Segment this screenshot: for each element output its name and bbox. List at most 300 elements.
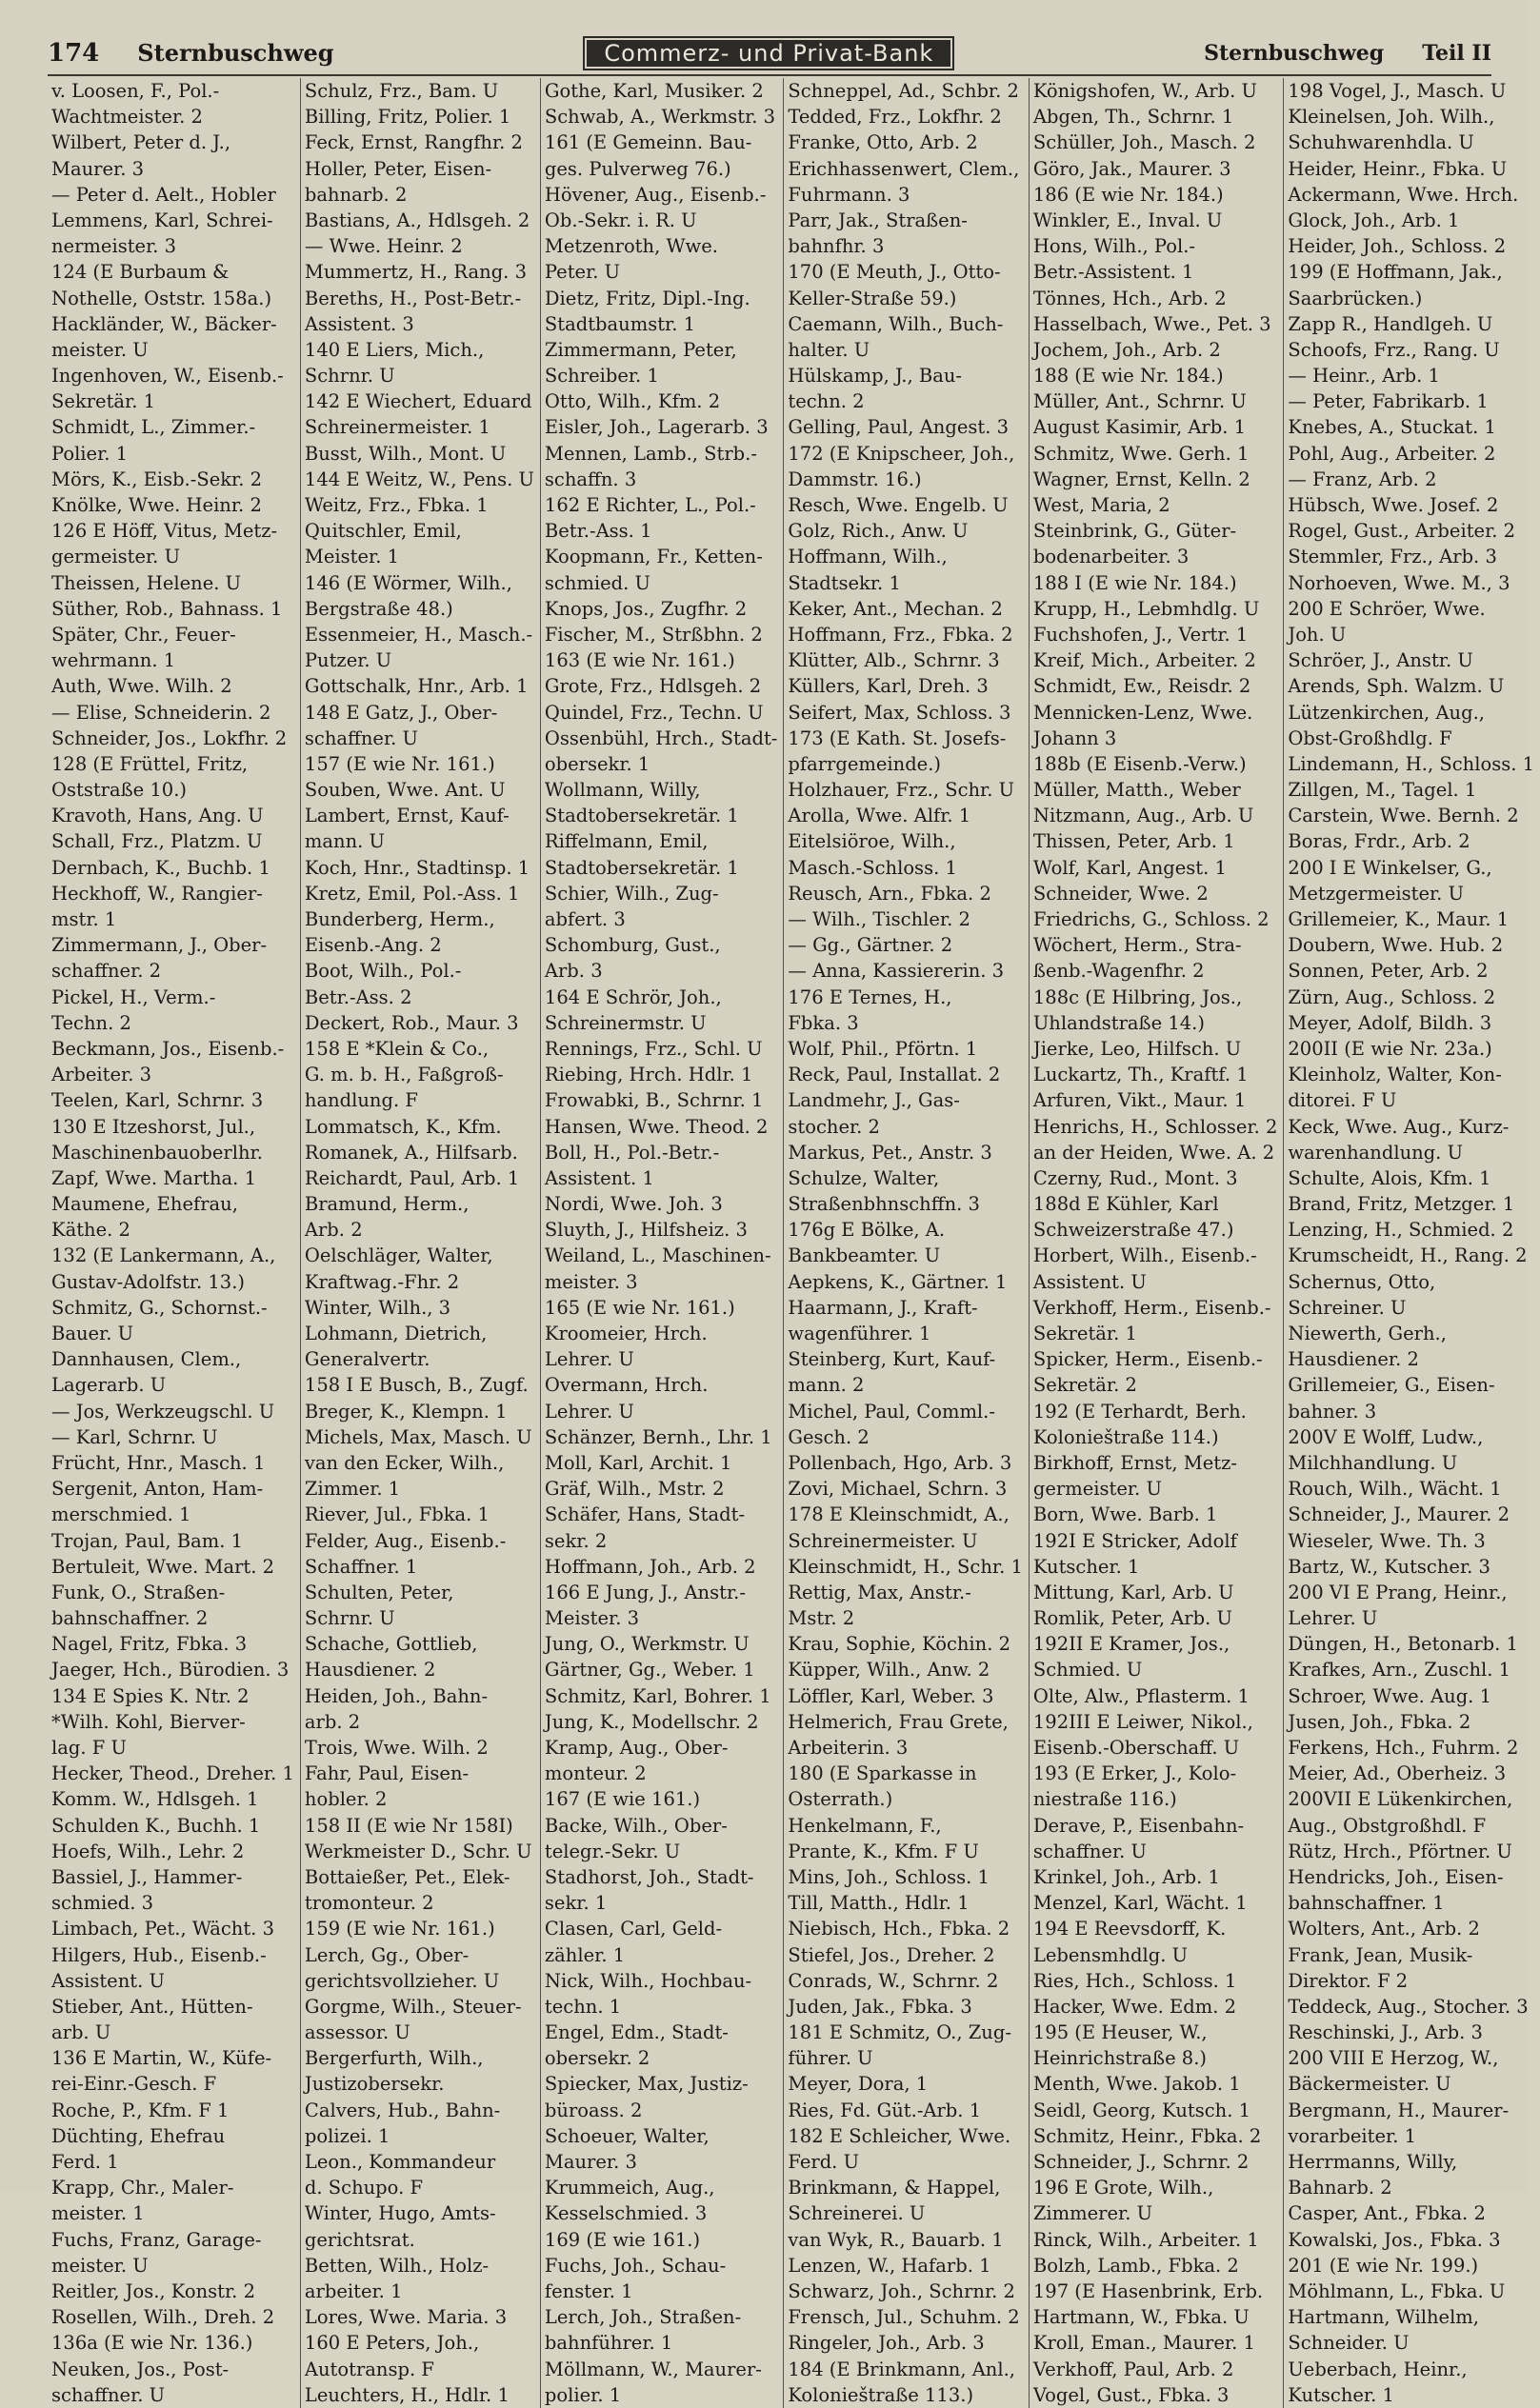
directory-entry-line: Michels, Max, Masch. U <box>304 1425 532 1448</box>
directory-entry-line: Knops, Jos., Zugfhr. 2 <box>544 597 748 620</box>
directory-entry-line: 200II (E wie Nr. 23a.) <box>1288 1037 1492 1060</box>
directory-entry-line: Till, Matth., Hdlr. 1 <box>788 1892 970 1915</box>
directory-entry-line: Seifert, Max, Schloss. 3 <box>788 701 1011 724</box>
directory-entry-line: Tedded, Frz., Lokfhr. 2 <box>788 106 1002 129</box>
directory-entry-line: — Franz, Arb. 2 <box>1288 468 1437 490</box>
directory-entry-line: d. Schupo. F <box>304 2177 423 2199</box>
directory-entry-line: Jung, O., Werkmstr. U <box>544 1633 750 1656</box>
directory-entry-line: Gottschalk, Hnr., Arb. 1 <box>304 675 529 698</box>
directory-entry-line: Eisenb.-Oberschaff. U <box>1032 1737 1240 1759</box>
directory-entry-line: Saarbrücken.) <box>1288 287 1423 309</box>
directory-entry-line: Später, Chr., Feuer- <box>51 623 236 646</box>
directory-entry-line: Grillemeier, G., Eisen- <box>1288 1374 1495 1397</box>
directory-entry-line: schaffner. 2 <box>51 960 162 983</box>
directory-entry-line: Masch.-Schloss. 1 <box>788 856 957 879</box>
directory-entry-line: Clasen, Carl, Geld- <box>544 1918 723 1940</box>
directory-entry-line: Hartmann, Wilhelm, <box>1288 2306 1479 2329</box>
directory-entry-line: Reschinski, J., Arb. 3 <box>1288 2021 1483 2044</box>
directory-entry-line: bahnführer. 1 <box>544 2332 673 2355</box>
directory-entry-line: 186 (E wie Nr. 184.) <box>1032 183 1224 206</box>
directory-entry-line: Deckert, Rob., Maur. 3 <box>304 1011 519 1034</box>
directory-entry-line: 140 E Liers, Mich., <box>304 338 485 361</box>
directory-entry-line: Schmitz, Wwe. Gerh. 1 <box>1032 442 1250 465</box>
directory-entry-line: Resch, Wwe. Engelb. U <box>788 494 1009 516</box>
directory-entry-line: Schaffner. 1 <box>304 1555 418 1578</box>
directory-entry-line: Krapp, Chr., Maler- <box>51 2177 234 2199</box>
directory-entry-line: gerichtsrat. <box>304 2228 415 2251</box>
directory-entry-line: Gustav-Adolfstr. 13.) <box>51 1270 246 1293</box>
directory-entry-line: Trojan, Paul, Bam. 1 <box>51 1529 244 1552</box>
directory-entry-line: Brand, Fritz, Metzger. 1 <box>1288 1193 1515 1216</box>
directory-entry-line: ßenb.-Wagenfhr. 2 <box>1032 960 1205 983</box>
directory-entry-line: Hons, Wilh., Pol.- <box>1032 235 1196 258</box>
directory-entry-line: mann. U <box>304 830 385 853</box>
directory-entry-line: Frank, Jean, Musik- <box>1288 1943 1473 1966</box>
directory-entry-line: Norhoeven, Wwe. M., 3 <box>1288 571 1510 594</box>
directory-entry-line: Oelschläger, Walter, <box>304 1244 493 1267</box>
directory-entry-line: meister. 1 <box>51 2202 145 2225</box>
directory-entry-line: Techn. 2 <box>51 1011 131 1034</box>
directory-entry-line: Kutscher. 1 <box>1288 2383 1394 2406</box>
header-left <box>48 39 334 68</box>
directory-entry-line: monteur. 2 <box>544 1762 647 1785</box>
directory-entry-line: Lemmens, Karl, Schrei- <box>51 209 273 231</box>
directory-entry-line: 172 (E Knipscheer, Joh., <box>788 442 1015 465</box>
directory-entry-line: 180 (E Sparkasse in <box>788 1762 977 1785</box>
directory-entry-line: Lores, Wwe. Maria. 3 <box>304 2306 508 2329</box>
directory-entry-line: Romanek, A., Hilfsarb. <box>304 1141 518 1164</box>
directory-entry-line: bahner. 3 <box>1288 1400 1377 1423</box>
directory-entry-line: Sekretär. 2 <box>1032 1374 1137 1397</box>
directory-entry-line: 200 E Schröer, Wwe. <box>1288 597 1486 620</box>
directory-entry-line: Dammstr. 16.) <box>788 468 922 490</box>
directory-entry-line: 163 (E wie Nr. 161.) <box>544 649 735 672</box>
directory-entry-line: 169 (E wie 161.) <box>544 2228 701 2251</box>
directory-entry-line: Busst, Wilh., Mont. U <box>304 442 507 465</box>
directory-entry-line: — Peter, Fabrikarb. 1 <box>1288 390 1489 413</box>
directory-entry-line: Zapf, Wwe. Martha. 1 <box>51 1166 256 1189</box>
directory-entry-line: Bergerfurth, Wilh., <box>304 2047 484 2070</box>
directory-entry-line: Jusen, Joh., Fbka. 2 <box>1288 1710 1471 1733</box>
header-rule <box>48 74 1491 76</box>
directory-entry-line: — Peter d. Aelt., Hobler <box>51 183 276 206</box>
directory-entry-line: Overmann, Hrch. <box>544 1374 709 1397</box>
directory-entry-line: Weitz, Frz., Fbka. 1 <box>304 494 489 516</box>
directory-entry-line: arbeiter. 1 <box>304 2279 403 2302</box>
directory-entry-line: Düngen, H., Betonarb. 1 <box>1288 1633 1518 1656</box>
directory-entry-line: Boot, Wilh., Pol.- <box>304 960 462 983</box>
directory-entry-line: Eitelsiöroe, Wilh., <box>788 830 956 853</box>
directory-entry-line: Vogel, Gust., Fbka. 3 <box>1032 2383 1230 2406</box>
directory-entry-line: Billing, Fritz, Polier. 1 <box>304 106 511 129</box>
directory-entry-line: Thissen, Peter, Arb. 1 <box>1032 830 1235 853</box>
directory-entry-line: 158 II (E wie Nr 158I) <box>304 1814 513 1837</box>
directory-entry-line: Bertuleit, Wwe. Mart. 2 <box>51 1555 275 1578</box>
directory-entry-line: Fuhrmann. 3 <box>788 183 910 206</box>
directory-entry-line: Reck, Paul, Installat. 2 <box>788 1064 1001 1086</box>
directory-entry-line: Frücht, Hnr., Masch. 1 <box>51 1451 266 1474</box>
directory-entry-line: Putzer. U <box>304 649 392 672</box>
directory-entry-line: mann. 2 <box>788 1374 865 1397</box>
directory-entry-line: Breger, K., Klempn. 1 <box>304 1400 508 1423</box>
directory-entry-line: Mummertz, H., Rang. 3 <box>304 261 527 284</box>
directory-entry-line: Mins, Joh., Schloss. 1 <box>788 1865 990 1888</box>
directory-entry-line: Steinbrink, G., Güter- <box>1032 520 1237 543</box>
directory-entry-line: Gelling, Paul, Angest. 3 <box>788 416 1010 439</box>
directory-entry-line: Fahr, Paul, Eisen- <box>304 1762 470 1785</box>
directory-entry-line: Ries, Hch., Schloss. 1 <box>1032 1969 1237 1992</box>
directory-entry-line: Keck, Wwe. Aug., Kurz- <box>1288 1115 1510 1138</box>
directory-entry-line: Milchhandlung. U <box>1288 1451 1458 1474</box>
directory-entry-line: 167 (E wie 161.) <box>544 1788 701 1811</box>
directory-entry-line: Heider, Heinr., Fbka. U <box>1288 157 1508 180</box>
directory-entry-line: Ackermann, Wwe. Hrch. <box>1288 183 1519 206</box>
directory-entry-line: Zovi, Michael, Schrn. 3 <box>788 1478 1008 1501</box>
directory-entry-line: 128 (E Früttel, Fritz, <box>51 752 249 775</box>
directory-entry-line: Keller-Straße 59.) <box>788 287 957 309</box>
directory-entry-line: Spicker, Herm., Eisenb.- <box>1032 1348 1263 1371</box>
directory-entry-line: Kretz, Emil, Pol.-Ass. 1 <box>304 882 520 905</box>
directory-entry-line: August Kasimir, Arb. 1 <box>1032 416 1247 439</box>
directory-entry-line: obersekr. 2 <box>544 2047 650 2070</box>
directory-entry-line: 136 E Martin, W., Küfe- <box>51 2047 272 2070</box>
directory-entry-line: abfert. 3 <box>544 908 626 930</box>
street-title-left: Sternbuschweg <box>137 39 334 67</box>
directory-entry-line: Sekretär. 1 <box>1032 1323 1137 1344</box>
directory-entry-line: Nitzmann, Aug., Arb. U <box>1032 805 1254 827</box>
directory-entry-line: Schreiner. U <box>1288 1296 1407 1319</box>
directory-entry-line: Kesselschmied. 3 <box>544 2202 708 2225</box>
directory-entry-line: Wolf, Phil., Pförtn. 1 <box>788 1037 978 1060</box>
directory-entry-line: Hackländer, W., Bäcker- <box>51 312 277 335</box>
directory-entry-line: 160 E Peters, Joh., <box>304 2332 480 2355</box>
directory-entry-line: Fischer, M., Strßbhn. 2 <box>544 623 763 646</box>
directory-entry-line: Ferd. U <box>788 2151 860 2173</box>
directory-entry-line: Leuchters, H., Hdlr. 1 <box>304 2383 510 2406</box>
directory-entry-line: Küpper, Wilh., Anw. 2 <box>788 1659 990 1682</box>
directory-entry-line: Lehrer. U <box>544 1348 634 1371</box>
directory-entry-line: Schier, Wilh., Zug- <box>544 882 719 905</box>
directory-entry-line: Assistent. 1 <box>544 1166 654 1189</box>
directory-entry-line: 157 (E wie Nr. 161.) <box>304 752 495 775</box>
directory-entry-line: Möhlmann, L., Fbka. U <box>1288 2279 1506 2302</box>
directory-entry-line: Aug., Obstgroßhdl. F <box>1288 1814 1487 1837</box>
directory-entry-line: Helmerich, Frau Grete, <box>788 1710 1009 1733</box>
directory-entry-line: Arbeiterin. 3 <box>788 1737 909 1759</box>
directory-entry-line: 146 (E Wörmer, Wilh., <box>304 571 512 594</box>
directory-entry-line: Teddeck, Aug., Stocher. 3 <box>1288 1995 1529 2018</box>
directory-entry-line: Meyer, Adolf, Bildh. 3 <box>1288 1011 1492 1034</box>
directory-entry-line: Bauer. U <box>51 1323 134 1344</box>
directory-entry-line: Dernbach, K., Buchb. 1 <box>51 856 270 879</box>
directory-entry-line: Hoffmann, Joh., Arb. 2 <box>544 1555 756 1578</box>
directory-entry-line: Theissen, Helene. U <box>51 571 242 594</box>
directory-entry-line: Prante, K., Kfm. F U <box>788 1840 979 1862</box>
directory-entry-line: Kleinelsen, Joh. Wilh., <box>1288 106 1495 129</box>
directory-entry-line: Schrnr. U <box>304 365 395 388</box>
directory-entry-line: Bankbeamter. U <box>788 1244 941 1267</box>
directory-entry-line: Luckartz, Th., Kraftf. 1 <box>1032 1064 1249 1086</box>
directory-entry-line: 161 (E Gemeinn. Bau- <box>544 131 752 154</box>
directory-entry-line: Göro, Jak., Maurer. 3 <box>1032 157 1231 180</box>
directory-entry-line: Schreiber. 1 <box>544 365 659 388</box>
directory-entry-line: hobler. 2 <box>304 1788 388 1811</box>
directory-entry-line: Hecker, Theod., Dreher. 1 <box>51 1762 294 1785</box>
directory-entry-line: 148 E Gatz, J., Ober- <box>304 701 498 724</box>
directory-entry-line: Holler, Peter, Eisen- <box>304 157 492 180</box>
directory-entry-line: Henrichs, H., Schlosser. 2 <box>1032 1115 1278 1138</box>
directory-entry-line: — Jos, Werkzeugschl. U <box>51 1400 275 1423</box>
directory-entry-line: Arfuren, Vikt., Maur. 1 <box>1032 1089 1247 1112</box>
directory-entry-line: 188d E Kühler, Karl <box>1032 1193 1219 1216</box>
directory-entry-line: Düchting, Ehefrau <box>51 2124 226 2147</box>
directory-entry-line: 136a (E wie Nr. 136.) <box>51 2332 253 2355</box>
directory-entry-line: nermeister. 3 <box>51 235 177 258</box>
directory-entry-line: Fuchshofen, J., Vertr. 1 <box>1032 623 1249 646</box>
directory-entry-line: techn. 2 <box>788 390 865 413</box>
directory-entry-line: Autotransp. F <box>304 2358 434 2380</box>
directory-entry-line: Wieseler, Wwe. Th. 3 <box>1288 1529 1486 1552</box>
directory-entry-line: 184 (E Brinkmann, Anl., <box>788 2358 1016 2380</box>
directory-entry-line: 192II E Kramer, Jos., <box>1032 1633 1230 1656</box>
directory-entry-line: Assistent. 3 <box>304 312 414 335</box>
directory-entry-line: Schache, Gottlieb, <box>304 1633 478 1656</box>
directory-entry-line: Parr, Jak., Straßen- <box>788 209 968 231</box>
directory-entry-line: fenster. 1 <box>544 2279 633 2302</box>
directory-entry-line: mstr. 1 <box>51 908 117 930</box>
street-title-right: Sternbuschweg <box>1204 41 1385 66</box>
directory-entry-line: Stadtobersekretär. 1 <box>544 856 739 879</box>
directory-entry-line: meister. U <box>51 2254 149 2277</box>
directory-entry-line: Olte, Alw., Pflasterm. 1 <box>1032 1684 1250 1707</box>
directory-entry-line: Heckhoff, W., Rangier- <box>51 882 263 905</box>
directory-entry-line: — Karl, Schrnr. U <box>51 1425 218 1448</box>
directory-entry-line: schaffner. U <box>304 726 418 749</box>
directory-entry-line: germeister. U <box>51 546 181 568</box>
directory-entry-line: Doubern, Wwe. Hub. 2 <box>1288 934 1504 957</box>
directory-entry-line: 126 E Höff, Vitus, Metz- <box>51 520 278 543</box>
directory-entry-line: Haarmann, J., Kraft- <box>788 1296 978 1319</box>
directory-entry-line: Komm. W., Hdlsgeh. 1 <box>51 1788 259 1811</box>
directory-entry-line: 201 (E wie Nr. 199.) <box>1288 2254 1479 2277</box>
directory-entry-line: Bunderberg, Herm., <box>304 908 495 930</box>
directory-entry-line: Lommatsch, K., Kfm. <box>304 1115 502 1138</box>
directory-entry-line: 200V E Wolff, Ludw., <box>1288 1425 1484 1448</box>
directory-entry-line: Spiecker, Max, Justiz- <box>544 2073 749 2096</box>
directory-entry-line: van den Ecker, Wilh., <box>304 1451 505 1474</box>
directory-entry-line: Wöchert, Herm., Stra- <box>1032 934 1242 957</box>
directory-entry-line: Mittung, Karl, Arb. U <box>1032 1581 1234 1603</box>
directory-entry-line: Golz, Rich., Anw. U <box>788 520 969 543</box>
directory-entry-line: 200 VIII E Herzog, W., <box>1288 2047 1499 2070</box>
directory-entry-line: G. m. b. H., Faßgroß- <box>304 1064 504 1086</box>
directory-entry-line: Meister. 3 <box>544 1607 640 1630</box>
directory-entry-line: Wollmann, Willy, <box>544 779 701 802</box>
directory-entry-line: Beckmann, Jos., Eisenb.- <box>51 1037 285 1060</box>
directory-entry-line: Krumscheidt, H., Rang. 2 <box>1288 1244 1528 1267</box>
directory-entry-line: Heider, Joh., Schloss. 2 <box>1288 235 1507 258</box>
directory-entry-line: Ingenhoven, W., Eisenb.- <box>51 365 284 388</box>
directory-entry-line: Rogel, Gust., Arbeiter. 2 <box>1288 520 1516 543</box>
directory-entry-line: Assistent. U <box>1032 1270 1147 1293</box>
directory-entry-line: bahnarb. 2 <box>304 183 408 206</box>
directory-entry-line: Pickel, H., Verm.- <box>51 985 216 1008</box>
directory-entry-line: Zimmermann, Peter, <box>544 338 737 361</box>
directory-entry-line: Lerch, Joh., Straßen- <box>544 2306 742 2329</box>
directory-entry-line: pfarrgemeinde.) <box>788 752 942 775</box>
directory-entry-line: Menth, Wwe. Jakob. 1 <box>1032 2073 1241 2096</box>
directory-entry-line: 176 E Ternes, H., <box>788 985 952 1008</box>
directory-entry-line: Joh. U <box>1288 623 1347 646</box>
directory-entry-line: Lehrer. U <box>1288 1607 1378 1630</box>
directory-entry-line: Lebensmhdlg. U <box>1032 1943 1189 1966</box>
directory-entry-line: Jierke, Leo, Hilfsch. U <box>1032 1037 1242 1060</box>
directory-entry-line: Reitler, Jos., Konstr. 2 <box>51 2279 255 2302</box>
directory-entry-line: Bäckermeister. U <box>1288 2073 1451 2096</box>
directory-entry-line: arb. 2 <box>304 1710 361 1733</box>
directory-entry-line: assessor. U <box>304 2021 410 2044</box>
directory-entry-line: Schäfer, Hans, Stadt- <box>544 1503 746 1526</box>
directory-entry-line: Stadtsekr. 1 <box>788 571 901 594</box>
directory-entry-line: 176g E Bölke, A. <box>788 1219 946 1242</box>
directory-entry-line: Gärtner, Gg., Weber. 1 <box>544 1659 755 1682</box>
directory-entry-line: 188c (E Hilbring, Jos., <box>1032 985 1243 1008</box>
directory-entry-line: arb. U <box>51 2021 111 2044</box>
directory-entry-line: Schulz, Frz., Bam. U <box>304 80 499 102</box>
directory-entry-line: 132 (E Lankermann, A., <box>51 1244 276 1267</box>
directory-entry-line: Lützenkirchen, Aug., <box>1288 701 1485 724</box>
directory-entry-line: Derave, P., Eisenbahn- <box>1032 1814 1245 1837</box>
directory-entry-line: Sergenit, Anton, Ham- <box>51 1478 264 1501</box>
directory-entry-line: Zürn, Aug., Schloss. 2 <box>1288 985 1496 1008</box>
directory-entry-line: Essenmeier, H., Masch.- <box>304 623 533 646</box>
directory-entry-line: warenhandlung. U <box>1288 1141 1464 1164</box>
header-right <box>1204 41 1491 66</box>
directory-entry-line: Schuhwarenhdla. U <box>1288 131 1474 154</box>
directory-entry-line: 188b (E Eisenb.-Verw.) <box>1032 752 1247 775</box>
directory-entry-line: Pohl, Aug., Arbeiter. 2 <box>1288 442 1496 465</box>
directory-entry-line: Holzhauer, Frz., Schr. U <box>788 779 1015 802</box>
directory-entry-line: Schneider. U <box>1288 2332 1410 2355</box>
directory-entry-line: Zimmerer. U <box>1032 2202 1153 2225</box>
directory-entry-line: Boll, H., Pol.-Betr.- <box>544 1141 720 1164</box>
directory-entry-line: Lenzen, W., Hafarb. 1 <box>788 2254 991 2277</box>
directory-entry-line: Schulze, Walter, <box>788 1166 940 1189</box>
directory-entry-line: polizei. 1 <box>304 2124 390 2147</box>
directory-entry-line: Hoefs, Wilh., Lehr. 2 <box>51 1840 245 1862</box>
directory-entry-line: 130 E Itzeshorst, Jul., <box>51 1115 256 1138</box>
directory-entry-line: Löffler, Karl, Weber. 3 <box>788 1684 994 1707</box>
directory-entry-line: führer. U <box>788 2047 873 2070</box>
directory-entry-line: Maumene, Ehefrau, <box>51 1193 238 1216</box>
directory-entry-line: — Wwe. Heinr. 2 <box>304 235 463 258</box>
directory-entry-line: Ferd. 1 <box>51 2151 119 2173</box>
directory-entry-line: 159 (E wie Nr. 161.) <box>304 1918 495 1940</box>
directory-column-5 <box>1030 78 1285 2408</box>
directory-entry-line: Verkhoff, Paul, Arb. 2 <box>1032 2358 1234 2380</box>
directory-entry-line: Sluyth, J., Hilfsheiz. 3 <box>544 1219 748 1242</box>
directory-entry-line: 192I E Stricker, Adolf <box>1032 1529 1237 1552</box>
directory-entry-line: Hoffmann, Wilh., <box>788 546 948 568</box>
directory-entry-line: 188 (E wie Nr. 184.) <box>1032 365 1224 388</box>
directory-entry-line: Erichhassenwert, Clem., <box>788 157 1020 180</box>
directory-entry-line: Schmitz, Heinr., Fbka. 2 <box>1032 2124 1262 2147</box>
directory-entry-line: Stiefel, Jos., Dreher. 2 <box>788 1943 995 1966</box>
directory-entry-line: Abgen, Th., Schrnr. 1 <box>1032 106 1234 129</box>
directory-entry-line: Stadhorst, Joh., Stadt- <box>544 1865 754 1888</box>
directory-entry-line: Krafkes, Arn., Zuschl. 1 <box>1288 1659 1511 1682</box>
directory-entry-line: Niewerth, Gerh., <box>1288 1323 1447 1344</box>
directory-entry-line: Direktor. F 2 <box>1288 1969 1409 1992</box>
directory-entry-line: Bolzh, Lamb., Fbka. 2 <box>1032 2254 1239 2277</box>
directory-entry-line: Schomburg, Gust., <box>544 934 721 957</box>
directory-entry-line: Ossenbühl, Hrch., Stadt- <box>544 726 778 749</box>
directory-entry-line: Kleinschmidt, H., Schr. 1 <box>788 1555 1023 1578</box>
directory-entry-line: bahnfhr. 3 <box>788 235 885 258</box>
directory-entry-line: 162 E Richter, L., Pol.- <box>544 494 756 516</box>
directory-entry-line: Weiland, L., Maschinen- <box>544 1244 771 1267</box>
directory-entry-line: Rettig, Max, Anstr.- <box>788 1581 971 1603</box>
directory-entry-line: Steinberg, Kurt, Kauf- <box>788 1348 996 1371</box>
directory-entry-line: Seidl, Georg, Kutsch. 1 <box>1032 2099 1251 2121</box>
directory-entry-line: 199 (E Hoffmann, Jak., <box>1288 261 1503 284</box>
directory-entry-line: Neuken, Jos., Post- <box>51 2358 230 2380</box>
directory-entry-line: 165 (E wie Nr. 161.) <box>544 1296 735 1319</box>
directory-entry-line: 178 E Kleinschmidt, A., <box>788 1503 1010 1526</box>
directory-entry-line: handlung. F <box>304 1089 418 1112</box>
directory-entry-line: Schröer, J., Anstr. U <box>1288 649 1473 672</box>
directory-entry-line: Ueberbach, Heinr., <box>1288 2358 1468 2380</box>
directory-entry-line: Limbach, Pet., Wächt. 3 <box>51 1918 274 1940</box>
directory-entry-line: Teelen, Karl, Schrnr. 3 <box>51 1089 264 1112</box>
directory-entry-line: Schwab, A., Werkmstr. 3 <box>544 106 776 129</box>
directory-entry-line: Betr.-Assistent. 1 <box>1032 261 1194 284</box>
directory-entry-line: Arb. 2 <box>304 1219 363 1242</box>
directory-entry-line: zähler. 1 <box>544 1943 626 1966</box>
directory-entry-line: 193 (E Erker, J., Kolo- <box>1032 1762 1237 1785</box>
directory-entry-line: 144 E Weitz, W., Pens. U <box>304 468 534 490</box>
directory-entry-line: — Wilh., Tischler. 2 <box>788 908 970 930</box>
directory-entry-line: Casper, Ant., Fbka. 2 <box>1288 2202 1486 2225</box>
directory-entry-line: Menzel, Karl, Wächt. 1 <box>1032 1892 1248 1915</box>
directory-entry-line: 158 E *Klein & Co., <box>304 1037 490 1060</box>
directory-entry-line: Bartz, W., Kutscher. 3 <box>1288 1555 1490 1578</box>
directory-entry-line: Zimmer. 1 <box>304 1478 401 1501</box>
directory-entry-line: Kowalski, Jos., Fbka. 3 <box>1288 2228 1501 2251</box>
directory-entry-line: Meier, Ad., Oberheiz. 3 <box>1288 1762 1507 1785</box>
directory-entry-line: 142 E Wiechert, Eduard <box>304 390 532 413</box>
directory-column-2 <box>301 78 541 2408</box>
directory-column-3 <box>541 78 784 2408</box>
directory-entry-line: Horbert, Wilh., Eisenb.- <box>1032 1244 1257 1267</box>
directory-entry-line: Sonnen, Peter, Arb. 2 <box>1288 960 1489 983</box>
directory-entry-line: Metzgermeister. U <box>1288 882 1464 905</box>
directory-entry-line: 181 E Schmitz, O., Zug- <box>788 2021 1011 2044</box>
bank-banner: Commerz- und Privat-Bank <box>583 36 954 70</box>
directory-entry-line: Kravoth, Hans, Ang. U <box>51 805 264 827</box>
directory-entry-line: obersekr. 1 <box>544 752 650 775</box>
directory-entry-line: Kleinholz, Walter, Kon- <box>1288 1064 1502 1086</box>
directory-entry-line: Arbeiter. 3 <box>51 1064 152 1086</box>
directory-entry-line: Betr.-Ass. 1 <box>544 520 652 543</box>
directory-entry-line: Romlik, Peter, Arb. U <box>1032 1607 1232 1630</box>
directory-entry-line: tromonteur. 2 <box>304 1892 434 1915</box>
directory-entry-line: — Anna, Kassiererin. 3 <box>788 960 1005 983</box>
directory-entry-line: Markus, Pet., Anstr. 3 <box>788 1141 992 1164</box>
directory-entry-line: Brinkmann, & Happel, <box>788 2177 1001 2199</box>
directory-entry-line: bodenarbeiter. 3 <box>1032 546 1190 568</box>
directory-entry-line: Heiden, Joh., Bahn- <box>304 1684 489 1707</box>
